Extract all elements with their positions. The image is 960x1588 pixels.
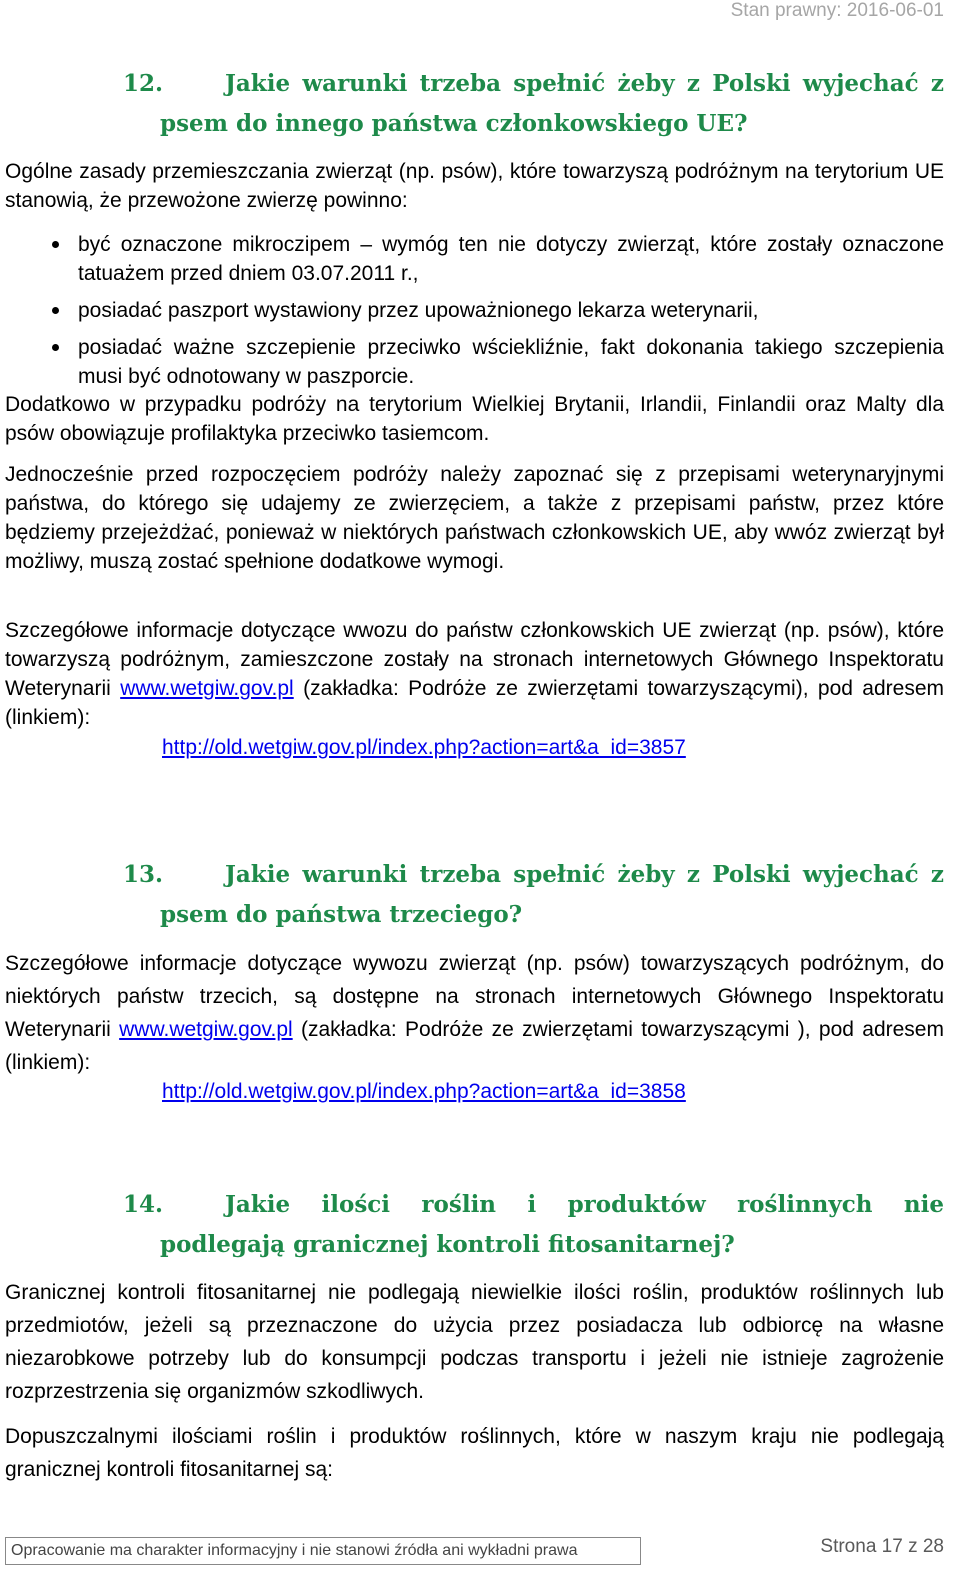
question-title-line-2: psem do państwa trzeciego? — [160, 901, 523, 928]
intro-paragraph: Ogólne zasady przemieszczania zwierząt (np. psów), które towarzyszą podróżnym na terytorium UE stanowią, że przewożone zwierzę powinno: — [5, 160, 944, 212]
question-number: 13. — [123, 861, 164, 888]
question-title-line-2: psem do innego państwa członkowskiego UE? — [160, 110, 748, 137]
wetgiw-link[interactable]: www.wetgiw.gov.pl — [119, 1018, 293, 1041]
page-number: Strona 17 z 28 — [820, 1536, 944, 1557]
list-item: być oznaczone mikroczipem – wymóg ten nie dotyczy zwierząt, które zostały oznaczone tatuażem przed dniem 03.07.2011 r., — [78, 230, 944, 288]
bullet-icon — [52, 241, 59, 248]
details-paragraph: Szczegółowe informacje dotyczące wwozu do państw członkowskich UE zwierząt (np. psów), które towarzyszą podróżnym, zamieszczone zostały na stronach internetowych Głównego Inspektoratu Weterynarii www.wetgiw.gov.pl (zakładka: Podróże ze zwierzętami towarzyszącymi), pod adresem (linkiem): — [5, 619, 944, 729]
url-link-3858[interactable]: http://old.wetgiw.gov.pl/index.php?action=art&a_id=3858 — [162, 1080, 686, 1103]
bullet-icon — [52, 307, 59, 314]
phytosanitary-paragraph: Granicznej kontroli fitosanitarnej nie podlegają niewielkie ilości roślin, produktów roślinnych lub przedmiotów, jeżeli są przeznaczone do użycia przez posiadacza lub odbiorcę na własne niezarobkowe potrzeby lub do konsumpcji podczas transportu i jeżeli nie istnieje zagrożenie rozprzestrzenia się organizmów szkodliwych. — [5, 1281, 944, 1403]
url-link-3857[interactable]: http://old.wetgiw.gov.pl/index.php?action=art&a_id=3857 — [162, 736, 686, 759]
question-number: 12. — [123, 70, 164, 97]
regulations-paragraph: Jednocześnie przed rozpoczęciem podróży należy zapoznać się z przepisami weterynaryjnymi państwa, do którego się udajemy ze zwierzęciem, a także z przepisami państw, przez które będziemy przejeżdżać, ponieważ w niektórych państwach członkowskich UE, aby wwóz zwierząt był możliwy, muszą zostać spełnione dodatkowe wymogi. — [5, 463, 944, 573]
question-title-line-1: Jakie warunki trzeba spełnić żeby z Polski wyjechać z — [225, 70, 944, 97]
wetgiw-link[interactable]: www.wetgiw.gov.pl — [120, 677, 294, 700]
bullet-icon — [52, 344, 59, 351]
allowed-quantities-paragraph: Dopuszczalnymi ilościami roślin i produktów roślinnych, które w naszym kraju nie podlegają granicznej kontroli fitosanitarnej są: — [5, 1425, 944, 1481]
footer-disclaimer: Opracowanie ma charakter informacyjny i nie stanowi źródła ani wykładni prawa — [5, 1537, 641, 1565]
list-item: posiadać paszport wystawiony przez upoważnionego lekarza weterynarii, — [78, 296, 944, 325]
question-title-line-2: podlegają granicznej kontroli fitosanitarnej? — [160, 1231, 735, 1258]
list-item: posiadać ważne szczepienie przeciwko wściekliźnie, fakt dokonania takiego szczepienia musi być odnotowany w paszporcie. — [78, 333, 944, 391]
status-date: Stan prawny: 2016-06-01 — [730, 0, 944, 21]
third-country-paragraph: Szczegółowe informacje dotyczące wywozu zwierząt (np. psów) towarzyszących podróżnym, do niektórych państw trzecich, są dostępne na stronach internetowych Głównego Inspektoratu Weterynarii www.wetgiw.gov.pl (zakładka: Podróże ze zwierzętami towarzyszącymi ), pod adresem (linkiem): — [5, 952, 944, 1074]
question-number: 14. — [123, 1191, 164, 1218]
question-title-line-1: Jakie ilości roślin i produktów roślinnych nie — [225, 1191, 944, 1218]
question-title-line-1: Jakie warunki trzeba spełnić żeby z Polski wyjechać z — [225, 861, 944, 888]
additional-paragraph: Dodatkowo w przypadku podróży na terytorium Wielkiej Brytanii, Irlandii, Finlandii oraz Malty dla psów obowiązuje profilaktyka przeciwko tasiemcom. — [5, 393, 944, 445]
